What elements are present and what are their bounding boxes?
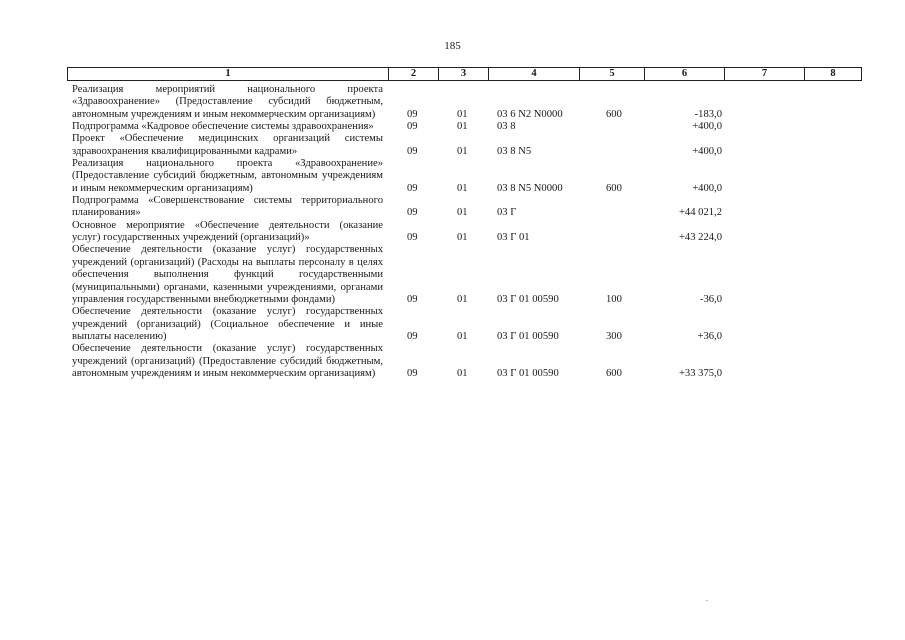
row-amount: +36,0 — [697, 330, 722, 342]
row-amount: +400,0 — [692, 182, 722, 194]
column-header-1: 1 — [68, 68, 389, 80]
row-section: 09 — [407, 293, 418, 305]
table-row — [72, 84, 862, 121]
table-header — [67, 67, 862, 81]
table-row — [72, 306, 862, 343]
table-row — [72, 195, 862, 220]
row-description: Подпрограмма «Совершенствование системы территориального планирования» — [72, 195, 383, 219]
row-description: Обеспечение деятельности (оказание услуг) государственных учреждений (организаций) (Социальное обеспечение и иные выплаты населению) — [72, 306, 383, 342]
row-subsection: 01 — [457, 121, 468, 133]
row-subsection: 01 — [457, 232, 468, 244]
row-target-code: 03 Г 01 00590 — [497, 293, 559, 305]
row-section: 09 — [407, 330, 418, 342]
row-section: 09 — [407, 207, 418, 219]
row-description: Основное мероприятие «Обеспечение деятельности (оказание услуг) государственных учреждений (организаций)» — [72, 219, 383, 244]
row-section: 09 — [407, 182, 418, 194]
row-target-code: 03 8 — [497, 121, 516, 133]
row-subsection: 01 — [457, 108, 468, 120]
table-row — [72, 158, 862, 195]
row-section: 09 — [407, 232, 418, 244]
row-amount: +44 021,2 — [678, 207, 722, 219]
column-header-8: 8 — [830, 68, 836, 79]
row-expense-type: 600 — [606, 182, 622, 194]
row-subsection: 01 — [457, 293, 468, 305]
row-target-code: 03 6 N2 N0000 — [497, 108, 563, 120]
row-description: Обеспечение деятельности (оказание услуг) государственных учреждений (организаций) (Предоставление субсидий бюджетным, автономным учреждениям и иным некоммерческим организациям) — [72, 343, 383, 379]
table-row — [72, 343, 862, 380]
column-header-2: 2 — [389, 68, 439, 80]
row-expense-type: 100 — [606, 293, 622, 305]
row-subsection: 01 — [457, 207, 468, 219]
row-amount: +400,0 — [692, 145, 722, 157]
row-target-code: 03 8 N5 N0000 — [497, 182, 563, 194]
row-description: Проект «Обеспечение медицинских организаций системы здравоохранения квалифицированными кадрами» — [72, 133, 383, 157]
row-target-code: 03 Г 01 00590 — [497, 330, 559, 342]
row-section: 09 — [407, 108, 418, 120]
row-subsection: 01 — [457, 145, 468, 157]
table-row — [72, 121, 862, 133]
row-amount: -36,0 — [699, 293, 722, 305]
row-section: 09 — [407, 145, 418, 157]
row-amount: -183,0 — [694, 108, 722, 120]
column-header-4: 4 — [489, 68, 580, 80]
table-body — [72, 84, 862, 380]
row-target-code: 03 8 N5 — [497, 145, 532, 157]
row-subsection: 01 — [457, 330, 468, 342]
row-section: 09 — [407, 367, 418, 379]
row-description: Реализация мероприятий национального проекта «Здравоохранение» (Предоставление субсидий бюджетным, автономным учреждениям и иным некоммерческим организациям) — [72, 84, 383, 120]
row-target-code: 03 Г 01 00590 — [497, 367, 559, 379]
row-description: Реализация национального проекта «Здравоохранение» (Предоставление субсидий бюджетным, автономным учреждениям и иным некоммерческим организациям) — [72, 158, 383, 194]
row-description: Обеспечение деятельности (оказание услуг) государственных учреждений (организаций) (Расходы на выплаты персоналу в целях обеспечения выполнения функций государственными (муниципальными) органами, казенными учреждениями, органами управления государственными внебюджетными фондами) — [72, 244, 383, 305]
column-header-6: 6 — [645, 68, 725, 80]
row-expense-type: 600 — [606, 367, 622, 379]
row-target-code: 03 Г — [497, 207, 517, 219]
row-section: 09 — [407, 121, 418, 133]
row-amount: +43 224,0 — [678, 232, 722, 244]
row-description: Подпрограмма «Кадровое обеспечение системы здравоохранения» — [72, 121, 374, 133]
scan-speck — [706, 600, 708, 601]
table-row — [72, 133, 862, 158]
table-row — [72, 220, 862, 245]
column-header-7: 7 — [725, 68, 805, 80]
column-header-3: 3 — [439, 68, 489, 80]
row-target-code: 03 Г 01 — [497, 232, 530, 244]
row-amount: +400,0 — [692, 121, 722, 133]
row-subsection: 01 — [457, 182, 468, 194]
table-row — [72, 244, 862, 306]
row-expense-type: 300 — [606, 330, 622, 342]
page-number: 185 — [444, 40, 461, 52]
row-subsection: 01 — [457, 367, 468, 379]
row-expense-type: 600 — [606, 108, 622, 120]
row-amount: +33 375,0 — [678, 367, 722, 379]
column-header-5: 5 — [580, 68, 645, 80]
